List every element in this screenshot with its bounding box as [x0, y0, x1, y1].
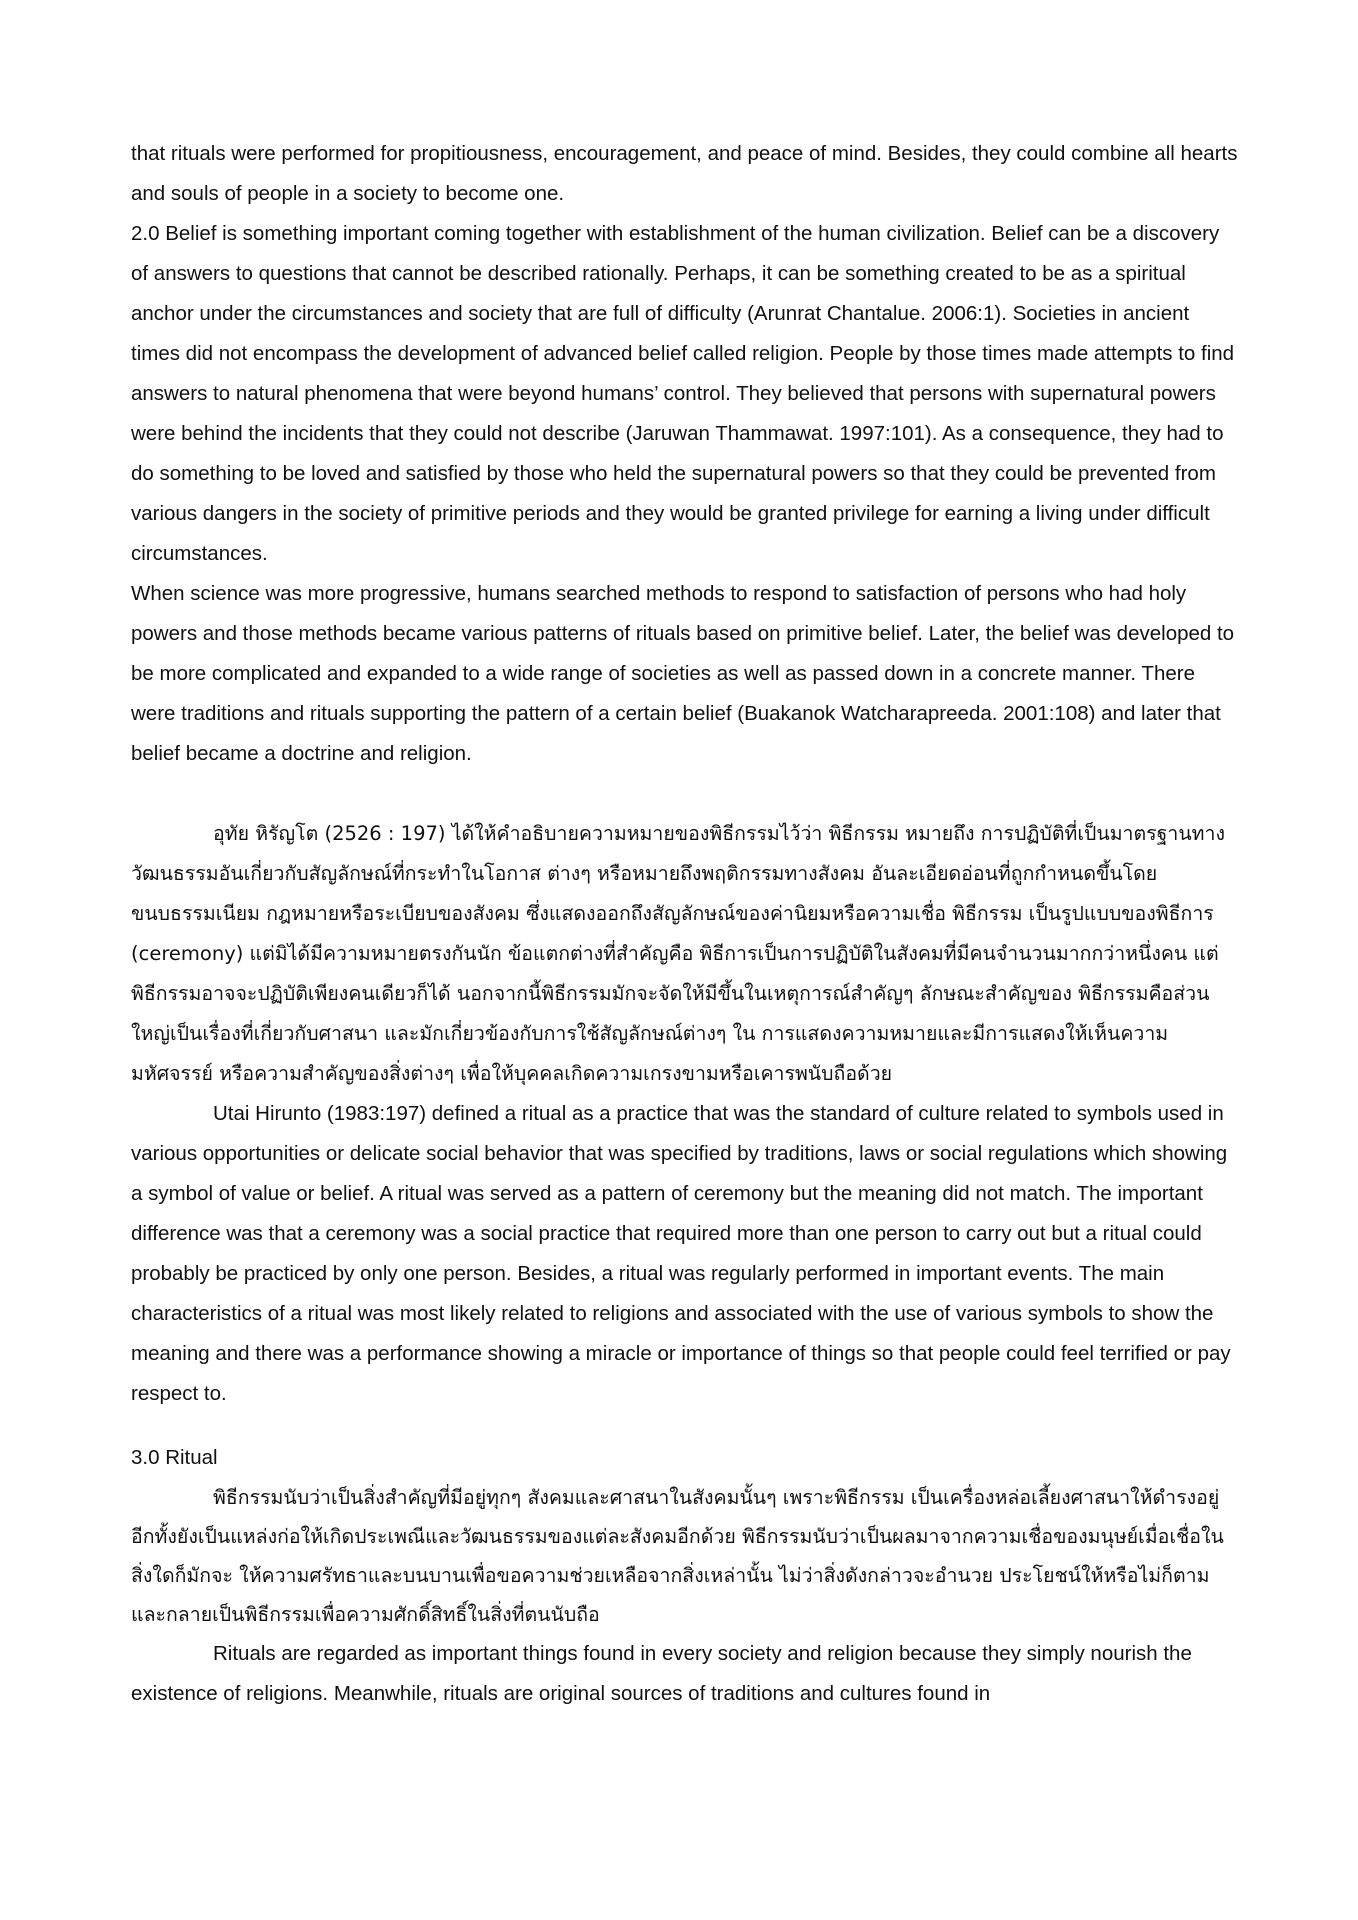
paragraph-utai-definition: Utai Hirunto (1983:197) defined a ritual as a practice that was the standard of culture related to symbols used in various opportunities or delicate social behavior that was specified by traditions, laws or social regulations which showing a symbol of value or belief. A ritual was served as a pattern of ceremony but the meaning did not match. The important difference was that a ceremony was a social practice that required more than one person to carry out but a ritual could probably be practiced by only one person. Besides, a ritual was regularly performed in important events. The main characteristics of a ritual was most likely related to religions and associated with the use of various symbols to show the meaning and there was a performance showing a miracle or importance of things so that people could feel terrified or pay respect to.: [131, 1102, 1231, 1405]
paragraph-rituals-important: Rituals are regarded as important things found in every society and religion because they simply nourish the existence of religions. Meanwhile, rituals are original sources of traditions and cultures found in: [131, 1642, 1192, 1705]
spacer: [131, 774, 1241, 814]
paragraph-belief: 2.0 Belief is something important coming together with establishment of the human civilization. Belief can be a discovery of answers to questions that cannot be described rationally. Perhaps, it can be something created to be as a spiritual anchor under the circumstances and society that are full of difficulty (Arunrat Chantalue. 2006:1). Societies in ancient times did not encompass the development of advanced belief called religion. People by those times made attempts to find answers to natural phenomena that were beyond humans’ control. They believed that persons with supernatural powers were behind the incidents that they could not describe (Jaruwan Thammawat. 1997:101). As a consequence, they had to do something to be loved and satisfied by those who held the supernatural powers so that they could be prevented from various dangers in the society of primitive periods and they would be granted privilege for earning a living under difficult circumstances.: [131, 222, 1235, 565]
paragraph-science: When science was more progressive, humans searched methods to respond to satisfaction of persons who had holy powers and those methods became various patterns of rituals based on primitive belief. Later, the belief was developed to be more complicated and expanded to a wide range of societies as well as passed down in a concrete manner. There were traditions and rituals supporting the pattern of a certain belief (Buakanok Watcharapreeda. 2001:108) and later that belief became a doctrine and religion.: [131, 582, 1235, 765]
spacer: [131, 1414, 1241, 1438]
paragraph-ritual-purpose: that rituals were performed for propitiousness, encouragement, and peace of mind. Besides, they could combine all hearts and souls of people in a society to become one.: [131, 142, 1238, 205]
section-heading-ritual: 3.0 Ritual: [131, 1446, 218, 1469]
paragraph-thai-ritual: พิธีกรรมนับว่าเป็นสิ่งสำคัญที่มีอยู่ทุกๆ สังคมและศาสนาในสังคมนั้นๆ เพราะพิธีกรรม เป็นเครื่องหล่อเลี้ยงศาสนาให้ดำรงอยู่ อีกทั้งยังเป็นแหล่งก่อให้เกิดประเพณีและวัฒนธรรมของแต่ละสังคมอีกด้วย พิธีกรรมนับว่าเป็นผลมาจากความเชื่อของมนุษย์เมื่อเชื่อในสิ่งใดก็มักจะ ให้ความศรัทธาและบนบานเพื่อขอความช่วยเหลือจากสิ่งเหล่านั้น ไม่ว่าสิ่งดังกล่าวจะอำนวย ประโยชน์ให้หรือไม่ก็ตาม และกลายเป็นพิธีกรรมเพื่อความศักดิ์สิทธิ์ในสิ่งที่ตนนับถือ: [131, 1486, 1224, 1626]
document-page: [131, 134, 1241, 1714]
paragraph-thai-definition: อุทัย หิรัญโต (2526 : 197) ได้ให้คำอธิบายความหมายของพิธีกรรมไว้ว่า พิธีกรรม หมายถึง การปฏิบัติที่เป็นมาตรฐานทางวัฒนธรรมอันเกี่ยวกับสัญลักษณ์ที่กระทำในโอกาส ต่างๆ หรือหมายถึงพฤติกรรมทางสังคม อันละเอียดอ่อนที่ถูกกำหนดขึ้นโดยขนบธรรมเนียม กฎหมายหรือระเบียบของสังคม ซึ่งแสดงออกถึงสัญลักษณ์ของค่านิยมหรือความเชื่อ พิธีกรรม เป็นรูปแบบของพิธีการ (ceremony) แต่มิได้มีความหมายตรงกันนัก ข้อแตกต่างที่สำคัญคือ พิธีการเป็นการปฏิบัติในสังคมที่มีคนจำนวนมากกว่าหนึ่งคน แต่พิธีกรรมอาจจะปฏิบัติเพียงคนเดียวก็ได้ นอกจากนี้พิธีกรรมมักจะจัดให้มีขึ้นในเหตุการณ์สำคัญๆ ลักษณะสำคัญของ พิธีกรรมคือส่วนใหญ่เป็นเรื่องที่เกี่ยวกับศาสนา และมักเกี่ยวข้องกับการใช้สัญลักษณ์ต่างๆ ใน การแสดงความหมายและมีการแสดงให้เห็นความมหัศจรรย์ หรือความสำคัญของสิ่งต่างๆ เพื่อให้บุคคลเกิดความเกรงขามหรือเคารพนับถือด้วย: [131, 822, 1226, 1085]
